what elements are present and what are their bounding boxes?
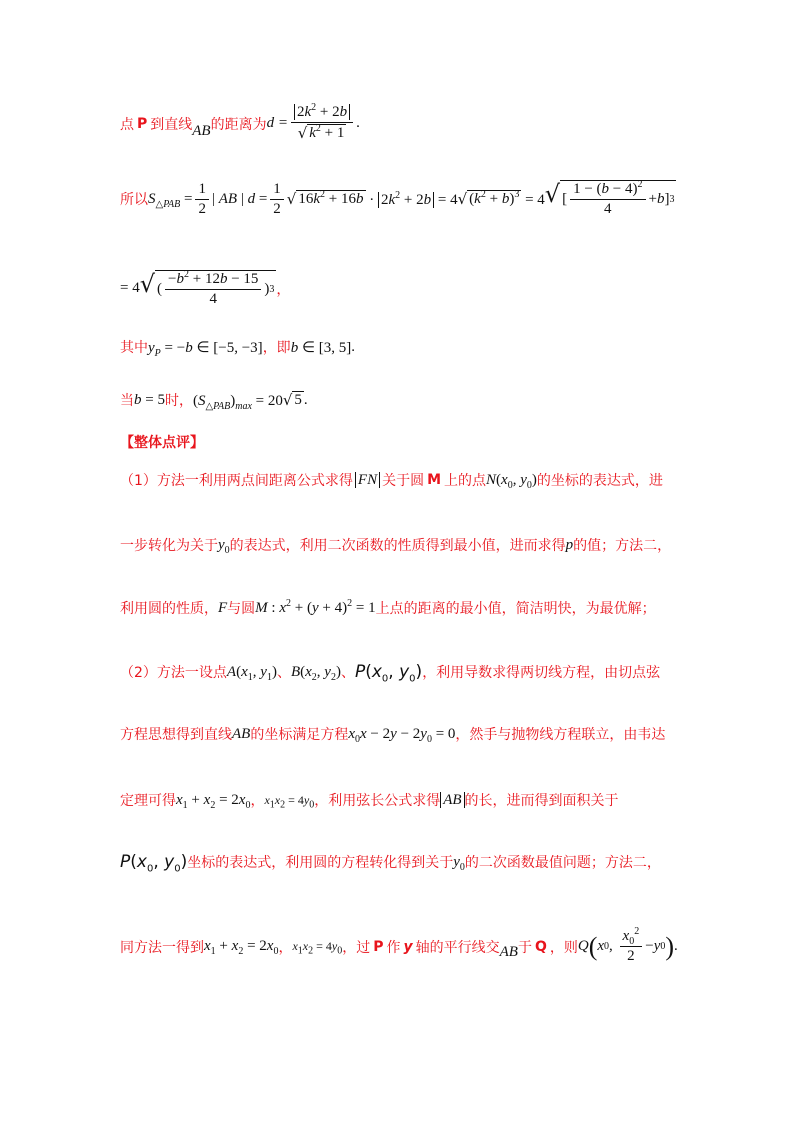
distance-formula: d = [266, 115, 288, 131]
vieta-product: $x_1x_2 = 4y_0$ [264, 792, 315, 810]
text: 一步转化为关于 [120, 538, 218, 554]
text: ， [250, 793, 265, 809]
comment-line-8 [120, 928, 678, 965]
text: ，则 [549, 939, 578, 956]
text: 轴的平行线交 [415, 939, 500, 956]
circle-equation: M : $x^2 + (y + 4)^2 = 1$ [255, 597, 376, 616]
y0: $y_0$ [218, 536, 230, 556]
text: ，利用导数求得两切线方程，由切点弦 [422, 665, 661, 681]
text: 其中 [120, 340, 148, 356]
section-heading [120, 432, 204, 452]
text: 的二次函数最值问题；方法二， [464, 855, 661, 871]
comment-line-4 [120, 662, 661, 685]
text: （2）方法一设点 [120, 665, 227, 681]
area-line: 所以 $S_{\triangle PAB}$ = $\frac{1}{2}$ | AB | d = $\frac{1}{2}$ √ $16k^2 + 16b$ · $2k^2 + 2b = 4$ √ $(k^2 + b)^3$ = 4 √ [ $\frac{1 - (b - 4)^2}{4}$ + b ] 3 [120, 179, 675, 217]
b-value: b = 5 [134, 391, 165, 408]
area-simplified-line [120, 270, 290, 308]
text: 的表达式，利用二次函数的性质得到最小值，进而求得 [229, 538, 566, 554]
area-simplified: = 4 √ ( $\frac{-b^2 + 12b - 15}{4}$ ) 3 [120, 269, 275, 307]
point-q: Q [534, 938, 547, 955]
text: 坐标的表达式，利用圆的方程转化得到关于 [187, 855, 454, 871]
point-f: F [218, 599, 228, 616]
text: 的坐标的表达式，进 [536, 473, 663, 489]
text: . [674, 938, 678, 954]
ab-length: AB [440, 792, 464, 809]
text: 点 [120, 116, 134, 133]
text: 作 [386, 939, 401, 956]
point-p: P [137, 115, 148, 132]
area-expression: √ [ $\frac{1 - (b - 4)^2}{4}$ + b ] 3 [544, 179, 675, 217]
text: ，即 [262, 340, 291, 356]
point-n: $N(x_0$, $y_0$) [486, 471, 537, 491]
text: 所以 [120, 192, 148, 208]
heading-text: 【整体点评】 [120, 435, 204, 451]
text: 定理可得 [120, 793, 176, 809]
text: 的值；方法二， [573, 538, 672, 554]
line-ab: AB [232, 725, 251, 742]
comment-line-3 [120, 598, 656, 618]
text: 同方法一得到 [120, 939, 204, 956]
vieta-product: $x_1x_2 = 4y_0$ [292, 939, 343, 957]
text: ，然手与抛物线方程联立，由韦达 [455, 727, 666, 743]
text: 与圆 [227, 601, 256, 617]
text: ，过 [342, 939, 371, 956]
yp-range: $y_P = -b$ ∈ [−5, −3] [148, 339, 263, 359]
half-fraction: $\frac{1}{2}$ [195, 181, 209, 218]
distance-line [120, 104, 360, 143]
text: 到直线 [150, 116, 193, 133]
y0: $y_0$ [453, 853, 465, 873]
text: 的距离为 [210, 116, 267, 133]
max-line [120, 390, 308, 410]
text: 关于圆 [382, 473, 425, 489]
text: 于 [517, 939, 532, 956]
point-p: P [373, 938, 384, 955]
p-var: p [565, 536, 574, 553]
vieta-sum: $x_1 + x_2 = 2x_0$ [176, 791, 251, 811]
comment-line-2 [120, 535, 671, 555]
comment-line-1 [120, 470, 663, 490]
comment-line-7 [120, 852, 661, 875]
text: ，利用弦长公式求得 [314, 793, 441, 809]
text: 上的点 [444, 473, 487, 489]
line-ab: AB [192, 123, 211, 139]
text: . [351, 338, 355, 355]
circle-m: M [427, 472, 442, 488]
comment-line-5 [120, 724, 665, 744]
text: 的长，进而得到面积关于 [464, 793, 619, 809]
point-p-coords: $P(x_0$, $y_0$) [120, 852, 188, 875]
text: 方程思想得到直线 [120, 727, 232, 743]
text: ， [276, 282, 291, 298]
y-axis: y [403, 938, 413, 955]
text: 利用圆的性质， [120, 601, 218, 617]
comment-line-6 [120, 790, 619, 810]
range-line [120, 337, 355, 357]
text: （1）方法一利用两点间距离公式求得 [120, 473, 353, 489]
area-formula: $S_{\triangle PAB}$ = [148, 190, 193, 210]
b-range: b ∈ [3, 5] [290, 339, 352, 356]
fn-length: FN [355, 472, 380, 489]
text: ， [278, 939, 293, 956]
text: 上点的距离的最小值，简洁明快，为最优解； [375, 601, 656, 617]
text: 当 [120, 393, 134, 409]
distance-fraction: $2k^2 + 2b$ √ $k^2 + 1$ [291, 104, 353, 143]
max-area: $(S_{\triangle PAB})_{max} = 20$ √ 5 [192, 390, 302, 412]
half-fraction: $\frac{1}{2}$ [270, 181, 284, 218]
point-b: $B(x_2$, $y_2$) [290, 663, 341, 683]
chord-equation: $x_0x - 2y - 2y_0 = 0$ [348, 725, 456, 745]
line-ab: AB [499, 944, 518, 960]
point-a: $A(x_1$, $y_1$) [226, 663, 277, 683]
text: 时， [164, 393, 193, 409]
text: 、 [276, 665, 291, 681]
text: . [356, 115, 360, 131]
text: 的坐标满足方程 [250, 727, 349, 743]
text: . [303, 391, 308, 408]
text: 、 [340, 665, 355, 681]
point-p-coords: $P(x_0$, $y_0$) [354, 662, 423, 685]
vieta-sum: $x_1 + x_2 = 2x_0$ [204, 938, 279, 957]
point-q-coords: Q ( x 0 , $\frac{x_0^2}{2}$ − y 0 ) [577, 926, 675, 964]
